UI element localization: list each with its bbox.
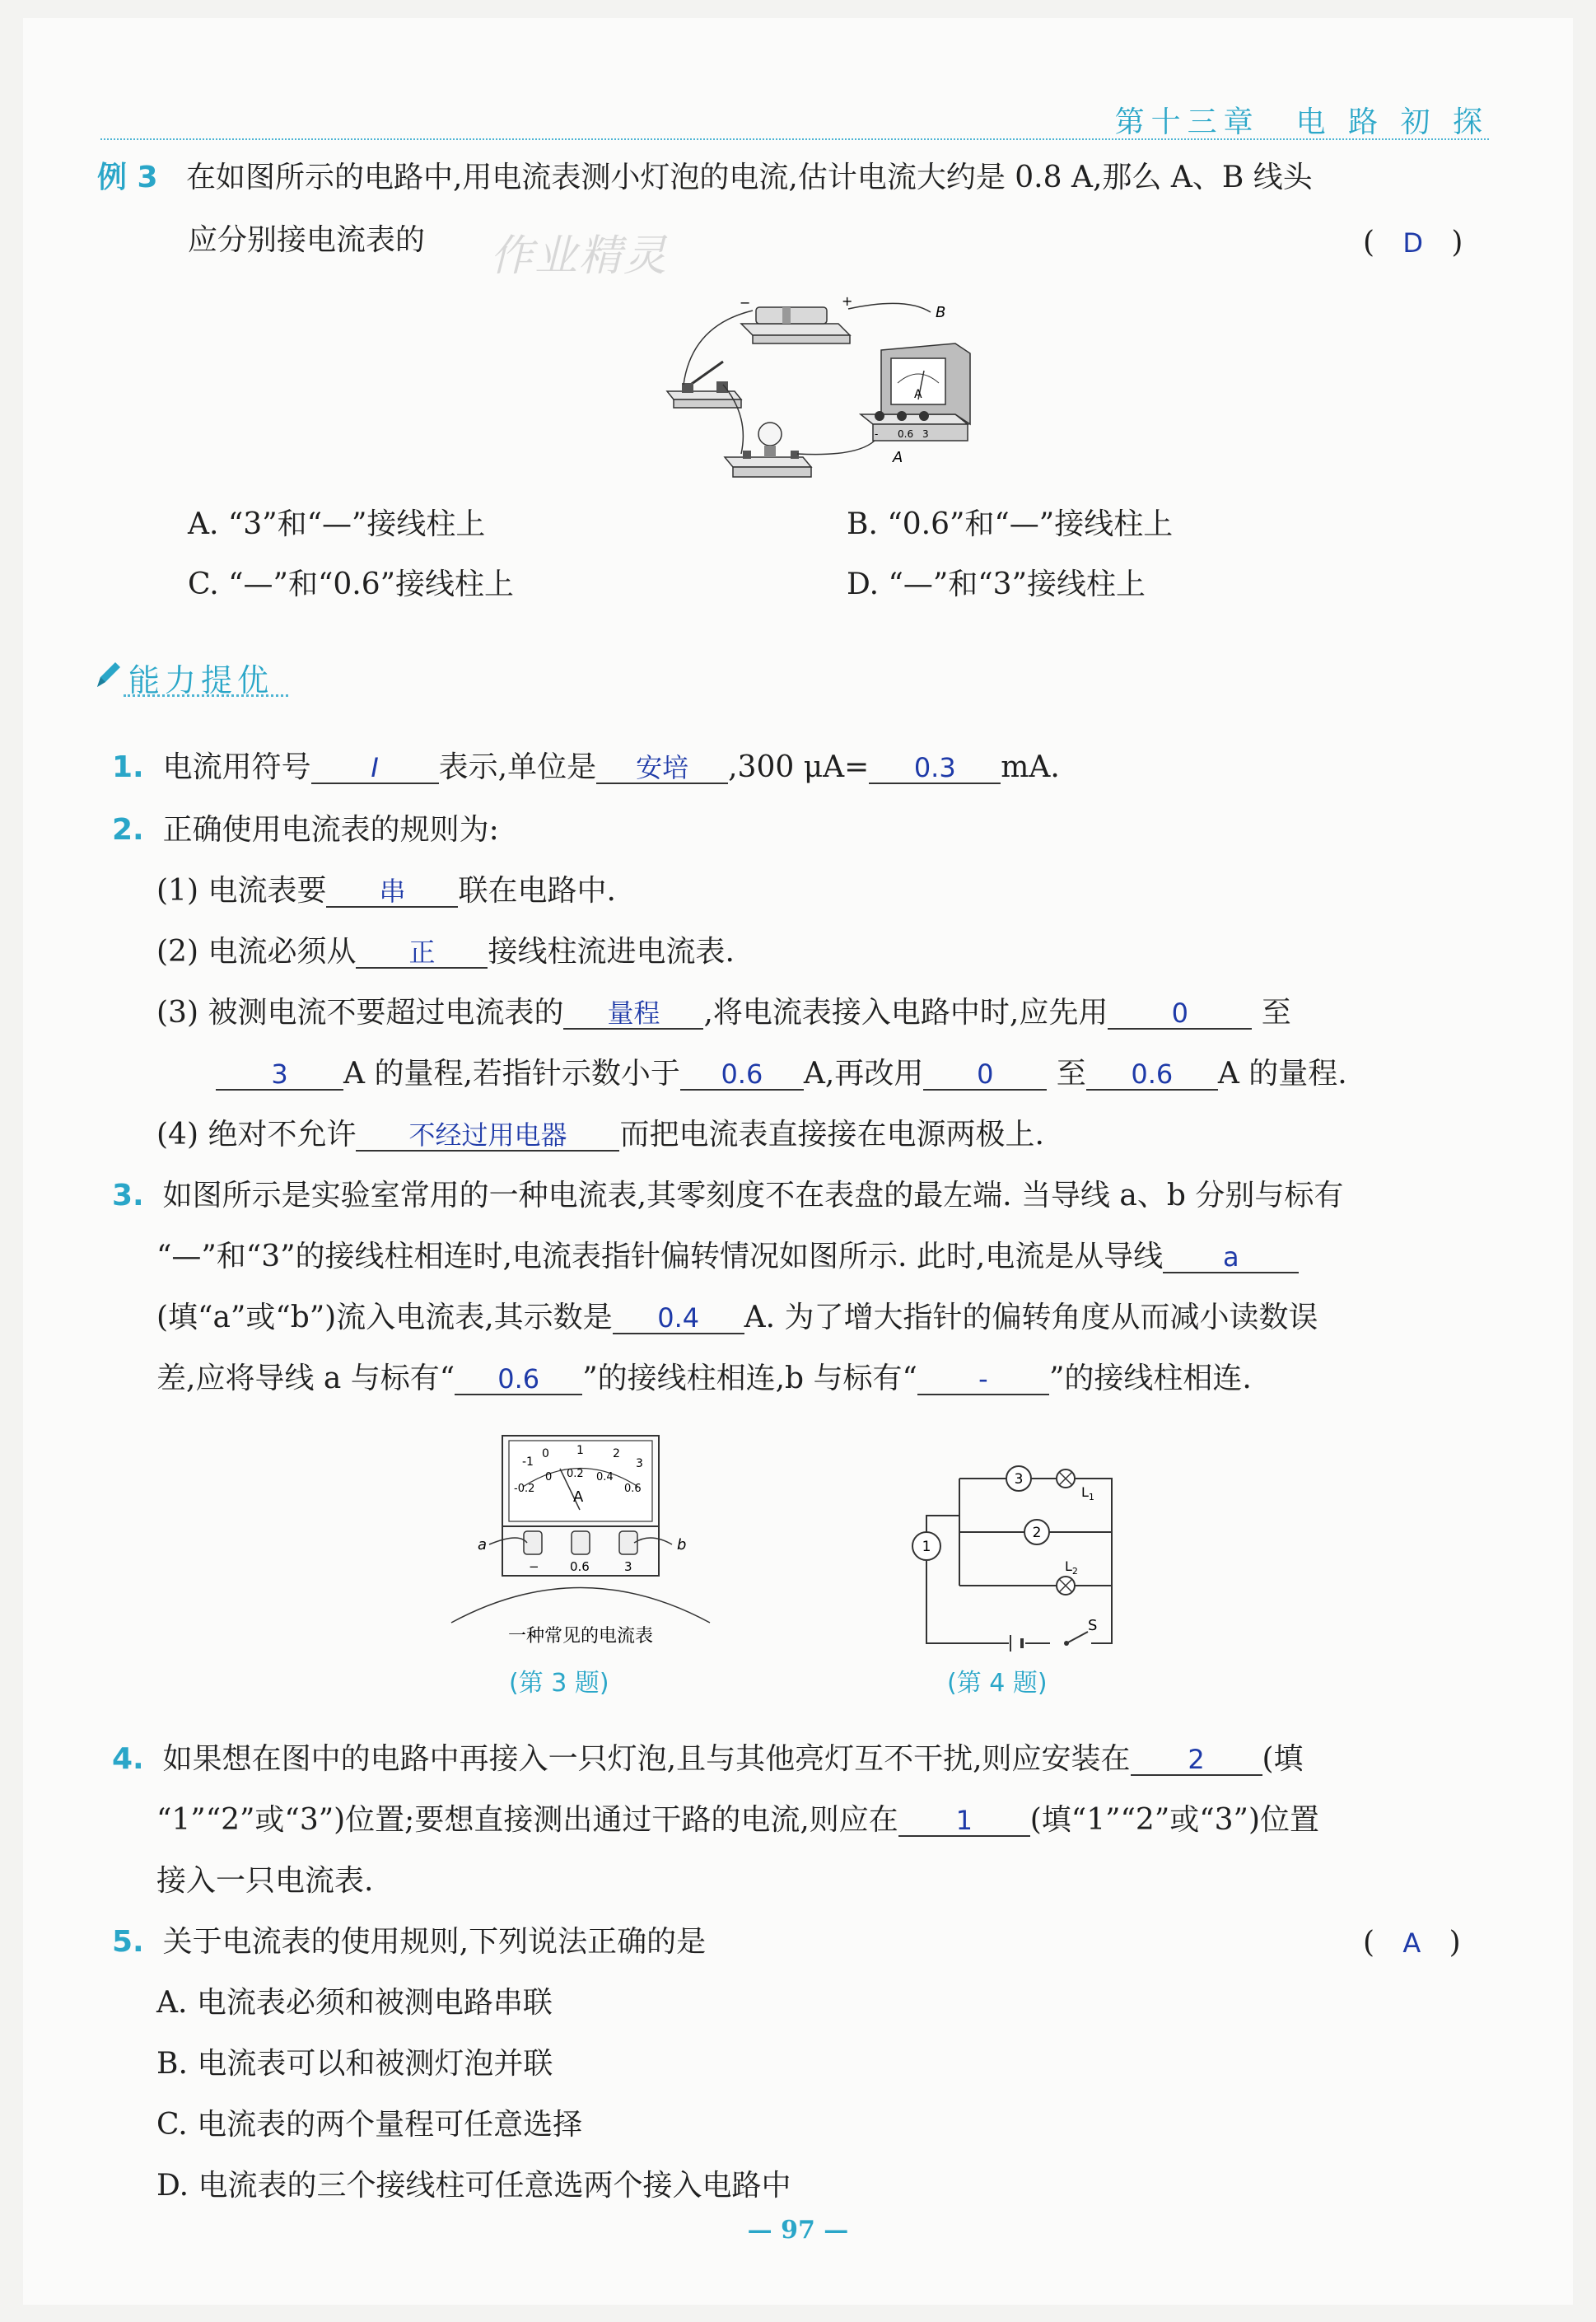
question-4-answer-2: 1 [955,1805,973,1836]
question-2-rule-1 [156,875,616,908]
question-3-text-6: ”的接线柱相连,b 与标有“ [582,1362,917,1395]
question-5-answer-paren: ( A ) [1363,1926,1461,1960]
question-2-rule-4 [156,1119,1044,1152]
rule-3-pre: (3) 被测电流不要超过电流表的 [156,996,564,1030]
rule-2-pre: (2) 电流必须从 [156,935,357,969]
example-3-label: 例 3 [97,161,158,194]
question-3-text-1: 如图所示是实验室常用的一种电流表,其零刻度不在表盘的最左端. 当导线 a、b 分别与标有 [162,1179,1344,1212]
figure-3-caption: (第 3 题) [509,1669,609,1698]
question-4-line-2 [156,1804,1319,1837]
scale-neg02: -0.2 [514,1483,535,1495]
question-2-rule-2 [156,936,735,969]
question-3-text-4: A. 为了增大指针的偏转角度从而减小读数误 [744,1301,1318,1334]
scale-bottom-04: 0.4 [596,1471,614,1483]
question-5-stem [112,1926,706,1959]
lamp-l1-label: $L_1$ [1081,1484,1094,1502]
question-3-line-3 [156,1301,1318,1334]
question-3-line-1 [112,1180,1343,1212]
question-3-text-5: 差,应将导线 a 与标有“ [156,1362,455,1395]
rule-3-end: 至 [1261,996,1291,1030]
question-1-text-4: mA. [1001,750,1060,784]
rule-2-answer: 正 [408,937,436,968]
rule-4-pre: (4) 绝对不允许 [156,1118,357,1152]
terminal-3: 3 [624,1559,632,1574]
question-3-answer-2: 0.4 [657,1302,700,1334]
figure-3-title: 一种常见的电流表 [507,1626,654,1647]
meter-unit-a: A [914,388,922,401]
question-3-text-2: “—”和“3”的接线柱相连时,电流表指针偏转情况如图所示. 此时,电流是从导线 [156,1240,1164,1273]
example-3-option-a: A. “3”和“—”接线柱上 [188,507,486,541]
rule-2-post: 接线柱流进电流表. [488,935,735,969]
meter-terminal-3: 3 [922,428,929,440]
position-3-marker: 3 [1014,1471,1024,1488]
figure-4-caption: (第 4 题) [947,1669,1048,1698]
rule-1-pre: (1) 电流表要 [156,874,327,908]
rule-3-text-3: 至 [1056,1057,1086,1091]
question-1-number: 1. [112,750,144,784]
question-4-line-3: 接入一只电流表. [156,1864,374,1898]
example-3-line-1 [97,161,1313,194]
figure-4-circuit [902,1454,1132,1652]
rule-3-answer-2: 0 [1171,997,1189,1029]
question-5-option-a: A. 电流表必须和被测电路串联 [156,1986,553,2020]
rule-1-answer: 串 [379,876,406,907]
example-3-option-b: B. “0.6”和“—”接线柱上 [847,507,1174,541]
rule-3-text-1: A 的量程,若指针示数小于 [343,1057,680,1091]
question-5-option-c: C. 电流表的两个量程可任意选择 [156,2108,583,2142]
chapter-title: 第十三章 电 路 初 探 [1114,105,1489,139]
terminal-minus: − [529,1559,539,1574]
pencil-icon [92,659,122,692]
switch-label: S [1088,1617,1098,1634]
battery-minus-label: − [740,295,751,311]
scale-top-2: 2 [613,1447,620,1460]
question-1-text-1: 电流用符号 [162,750,311,784]
example-3-stem-2: 应分别接电流表的 [188,223,426,257]
question-2-stem-text: 正确使用电流表的规则为: [162,813,499,847]
scale-top-3: 3 [636,1457,643,1470]
question-1-text-3: ,300 μA= [728,750,870,784]
question-4-answer-1: 2 [1188,1744,1205,1775]
scale-bottom-06: 0.6 [624,1483,642,1495]
position-1-marker: 1 [922,1539,931,1555]
question-2-stem [112,814,499,847]
rule-3-text-2: A,再改用 [803,1057,924,1091]
header-divider [100,138,1489,140]
rule-3-answer-3: 3 [271,1058,288,1090]
section-title: 能力提优 [128,662,274,698]
rule-3-answer-1: 量程 [607,997,660,1029]
question-4-text-2: (填 [1262,1742,1304,1776]
example-3-option-d: D. “—”和“3”接线柱上 [847,568,1146,601]
scale-top-0: 0 [542,1447,549,1460]
question-3-answer-3: 0.6 [497,1363,540,1395]
question-5-stem-text: 关于电流表的使用规则,下列说法正确的是 [162,1925,707,1959]
battery-plus-label: + [842,293,853,309]
ammeter-unit: A [573,1488,584,1506]
example-3-answer: D [1402,227,1424,259]
terminal-06: 0.6 [570,1559,590,1574]
scale-bottom-0: 0 [545,1471,553,1483]
rule-4-post: 而把电流表直接接在电源两极上. [619,1118,1044,1152]
example-3-option-c: C. “—”和“0.6”接线柱上 [188,568,515,601]
question-3-text-7: ”的接线柱相连. [1048,1362,1252,1395]
rule-3-answer-5: 0 [977,1058,994,1090]
example-3-answer-paren: ( D ) [1363,226,1463,259]
question-3-number: 3. [112,1179,144,1212]
example-3-stem-1: 在如图所示的电路中,用电流表测小灯泡的电流,估计电流大约是 0.8 A,那么 A、B 线头 [185,161,1313,194]
question-1-answer-3: 0.3 [913,752,956,783]
question-4-line-1 [112,1743,1304,1776]
rule-3-answer-6: 0.6 [1131,1058,1174,1090]
question-4-text-4: (填“1”“2”或“3”)位置 [1029,1803,1319,1837]
wire-label-a: A [893,449,903,466]
question-3-text-3: (填“a”或“b”)流入电流表,其示数是 [156,1301,613,1334]
wire-a-label: a [478,1536,488,1553]
question-1-answer-2: 安培 [636,752,689,783]
question-1 [112,751,1060,784]
question-2-rule-3 [156,997,1291,1030]
rule-3-text-4: A 的量程. [1217,1057,1347,1091]
scale-neg1: -1 [522,1455,534,1469]
question-3-line-2 [156,1240,1299,1273]
wire-b-label: b [677,1536,687,1553]
question-4-number: 4. [112,1742,144,1776]
rule-3-mid: ,将电流表接入电路中时,应先用 [703,996,1108,1030]
scale-bottom-02: 0.2 [567,1468,584,1480]
question-2-number: 2. [112,813,144,847]
question-5-answer: A [1402,1927,1421,1959]
rule-1-post: 联在电路中. [458,874,616,908]
question-2-rule-3-cont [216,1058,1347,1091]
wire-label-b: B [936,304,946,321]
question-5-number: 5. [112,1925,144,1959]
meter-terminal-minus: - [875,428,879,440]
question-3-answer-4: - [978,1363,988,1395]
figure-3-ammeter [445,1429,716,1652]
example-3-circuit-figure [659,292,996,486]
watermark: 作业精灵 [490,231,669,281]
meter-terminal-06: 0.6 [898,428,914,440]
question-5-option-d: D. 电流表的三个接线柱可任意选两个接入电路中 [156,2169,791,2203]
rule-4-answer: 不经过用电器 [408,1119,567,1151]
page-number: — 97 — [747,2216,849,2245]
question-5-option-b: B. 电流表可以和被测灯泡并联 [156,2047,553,2081]
rule-3-answer-4: 0.6 [721,1058,763,1090]
section-underline [124,694,288,697]
question-3-answer-1: a [1222,1241,1239,1273]
question-1-answer-1: I [371,752,379,783]
position-2-marker: 2 [1032,1525,1042,1541]
scale-top-1: 1 [576,1444,584,1457]
question-1-text-2: 表示,单位是 [438,750,597,784]
question-3-line-4 [156,1362,1252,1395]
lamp-l2-label: $L_2$ [1065,1558,1078,1577]
question-4-text-3: “1”“2”或“3”)位置;要想直接测出通过干路的电流,则应在 [156,1803,898,1837]
question-4-text-1: 如果想在图中的电路中再接入一只灯泡,且与其他亮灯互不干扰,则应安装在 [162,1742,1131,1776]
